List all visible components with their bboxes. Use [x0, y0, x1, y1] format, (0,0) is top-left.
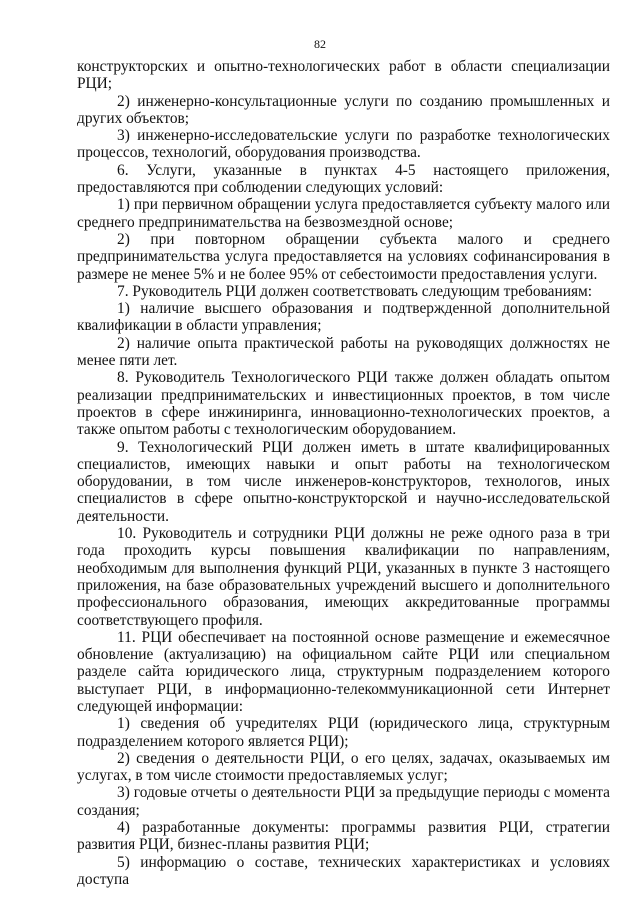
list-item-2-engineering-consulting: 2) инженерно-консультационные услуги по созданию промышленных и других объектов; [77, 92, 610, 127]
info-item-3-annual-reports: 3) годовые отчеты о деятельности РЦИ за предыдущие периоды с момента создания; [77, 784, 610, 819]
clause-10-training: 10. Руководитель и сотрудники РЦИ должны не реже одного раза в три года проходить курсы повышения квалификации по направлениям, необходимым для выполнения функций РЦИ, указанных в пункте 3 настоящего приложения, на базе образовательных учреждений высшего и дополнительного профессионального образования, имеющих аккредитованные программы соответствующего профиля. [77, 525, 610, 629]
info-item-1-founders: 1) сведения об учредителях РЦИ (юридического лица, структурным подразделением которого является РЦИ); [77, 715, 610, 750]
clause-6-conditions: 6. Услуги, указанные в пунктах 4-5 настоящего приложения, предоставляются при соблюдении следующих условий: [77, 161, 610, 197]
requirement-1-education: 1) наличие высшего образования и подтвержденной дополнительной квалификации в области управления; [77, 300, 610, 335]
clause-7-director-requirements: 7. Руководитель РЦИ должен соответствовать следующим требованиям: [117, 282, 593, 300]
info-item-5-equipment-access: 5) информацию о составе, технических характеристиках и условиях доступа [77, 853, 610, 888]
page-number: 82 [314, 37, 326, 51]
condition-1-first-request: 1) при первичном обращении услуга предоставляется субъекту малого или среднего предпринимательства на безвозмездной основе; [77, 196, 610, 231]
info-item-2-activities: 2) сведения о деятельности РЦИ, о его целях, задачах, оказываемых им услугах, в том числе стоимости предоставляемых услуг; [77, 749, 610, 785]
info-item-4-documents: 4) разработанные документы: программы развития РЦИ, стратегии развития РЦИ, бизнес-планы развития РЦИ; [77, 819, 610, 854]
clause-11-website-info: 11. РЦИ обеспечивает на постоянной основе размещение и ежемесячное обновление (актуализацию) на официальном сайте РЦИ или специальном разделе сайта юридического лица, структурным подразделением которого выступает РЦИ, в информационно-телекоммуникационной сети Интернет следующей информации: [77, 628, 610, 715]
paragraph-continuation: конструкторских и опытно-технологических работ в области специализации РЦИ; [77, 58, 610, 93]
clause-8-technological-director: 8. Руководитель Технологического РЦИ также должен обладать опытом реализации предпринимательских и инвестиционных проектов, в том числе проектов в сфере инжиниринга, инновационно-технологических проектов, а также опытом работы с технологическим оборудованием. [77, 369, 610, 439]
clause-9-staff: 9. Технологический РЦИ должен иметь в штате квалифицированных специалистов, имеющих навыки и опыт работы на технологическом оборудовании, в том числе инженеров-конструкторов, технологов, иных специалистов в сфере опытно-конструкторской и научно-исследовательской деятельности. [77, 438, 610, 525]
condition-2-repeat-request: 2) при повторном обращении субъекта малого и среднего предпринимательства услуга предоставляется на условиях софинансирования в размере не менее 5% и не более 95% от себестоимости предоставления услуги. [77, 230, 610, 283]
requirement-2-experience: 2) наличие опыта практической работы на руководящих должностях не менее пяти лет. [77, 334, 610, 370]
list-item-3-engineering-research: 3) инженерно-исследовательские услуги по разработке технологических процессов, технологий, оборудования производства. [77, 127, 610, 162]
page-body [77, 58, 610, 888]
